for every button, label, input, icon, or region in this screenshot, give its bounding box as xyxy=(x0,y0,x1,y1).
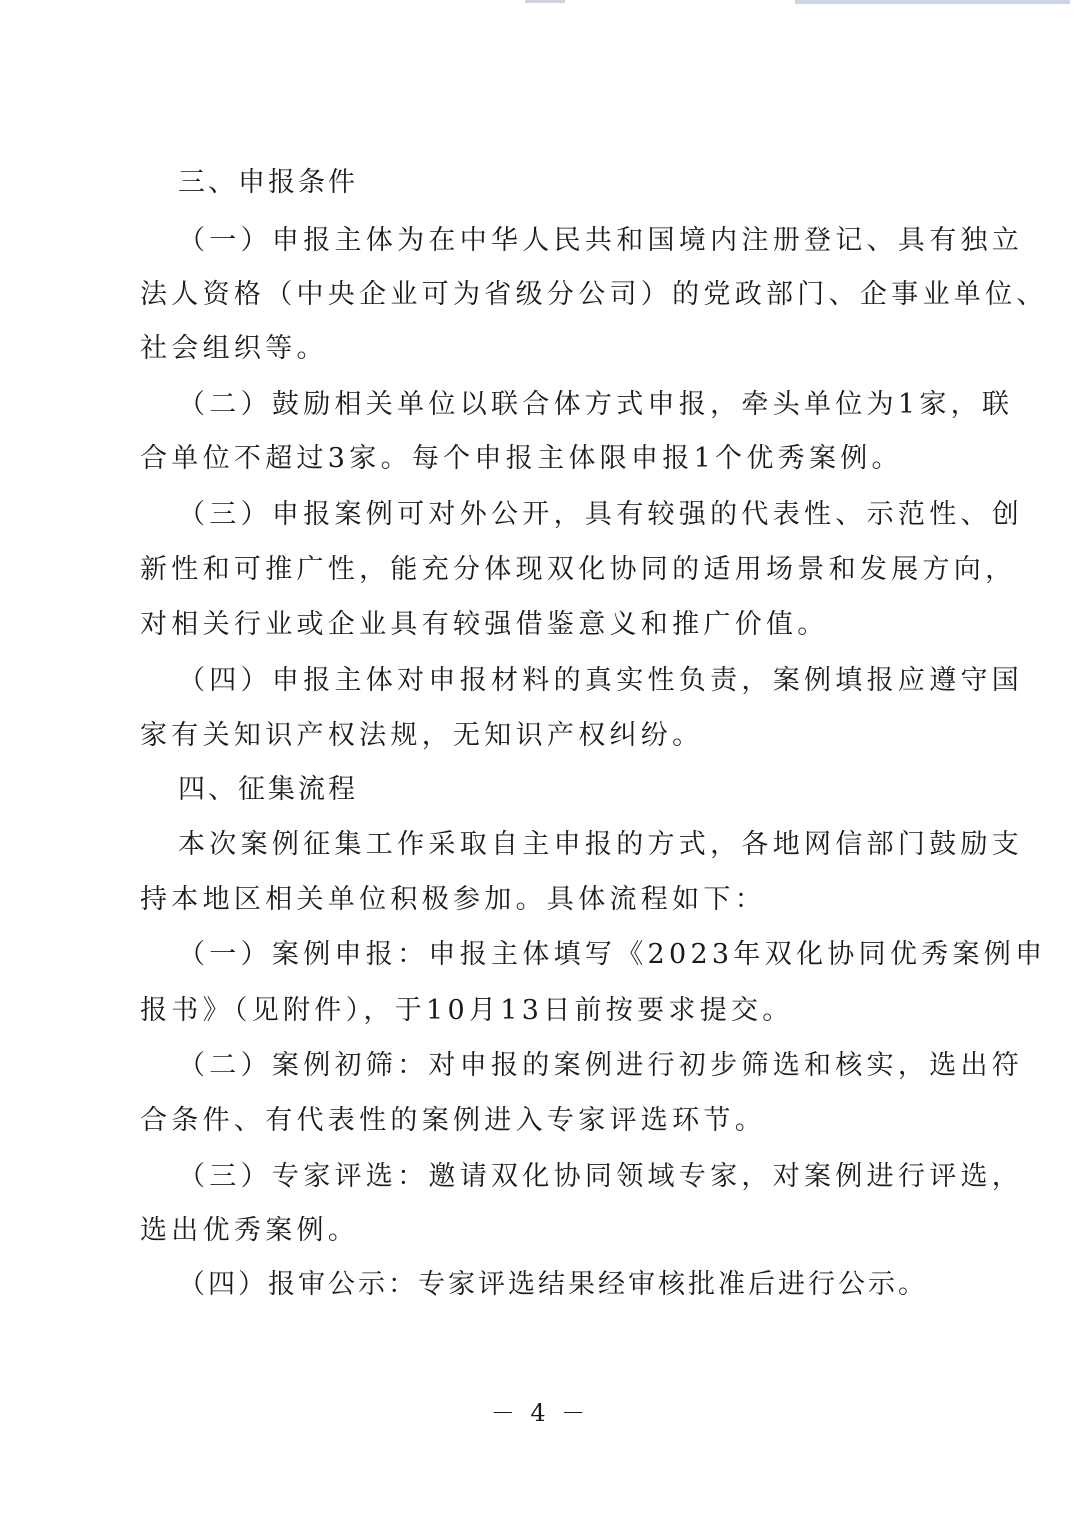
paragraph-line: （四）申报主体对申报材料的真实性负责，案例填报应遵守国 xyxy=(178,665,1024,696)
section-heading-collection-process: 四、征集流程 xyxy=(178,774,358,805)
page-number: － 4 － xyxy=(490,1399,590,1427)
paragraph-line: （三）申报案例可对外公开，具有较强的代表性、示范性、创 xyxy=(178,499,1024,530)
paragraph-line: （三）专家评选：邀请双化协同领域专家，对案例进行评选， xyxy=(178,1161,1024,1192)
paragraph-line: 本次案例征集工作采取自主申报的方式，各地网信部门鼓励支 xyxy=(178,829,1024,860)
paragraph-line: 家有关知识产权法规，无知识产权纠纷。 xyxy=(140,720,704,751)
section-heading-application-conditions: 三、申报条件 xyxy=(178,167,358,198)
paragraph-line: （二）鼓励相关单位以联合体方式申报，牵头单位为1家，联 xyxy=(178,389,1014,420)
paragraph-line: 选出优秀案例。 xyxy=(140,1215,360,1246)
paragraph-line: 报书》（见附件），于10月13日前按要求提交。 xyxy=(140,995,794,1026)
paragraph-line: （四）报审公示：专家评选结果经审核批准后进行公示。 xyxy=(178,1269,928,1300)
paragraph-line: 持本地区相关单位积极参加。具体流程如下： xyxy=(140,884,766,915)
paragraph-line: （二）案例初筛：对申报的案例进行初步筛选和核实，选出符 xyxy=(178,1050,1024,1081)
paragraph-line: （一）案例申报：申报主体填写《2023年双化协同优秀案例申 xyxy=(178,939,1047,970)
paragraph-line: 对相关行业或企业具有较强借鉴意义和推广价值。 xyxy=(140,609,829,640)
paragraph-line: （一）申报主体为在中华人民共和国境内注册登记、具有独立 xyxy=(178,225,1024,256)
paragraph-line: 法人资格（中央企业可为省级分公司）的党政部门、企事业单位、 xyxy=(140,279,1048,310)
paragraph-line: 新性和可推广性，能充分体现双化协同的适用场景和发展方向， xyxy=(140,554,1017,585)
paragraph-line: 社会组织等。 xyxy=(140,333,328,364)
paragraph-line: 合单位不超过3家。每个申报主体限申报1个优秀案例。 xyxy=(140,443,903,474)
paragraph-line: 合条件、有代表性的案例进入专家评选环节。 xyxy=(140,1105,766,1136)
